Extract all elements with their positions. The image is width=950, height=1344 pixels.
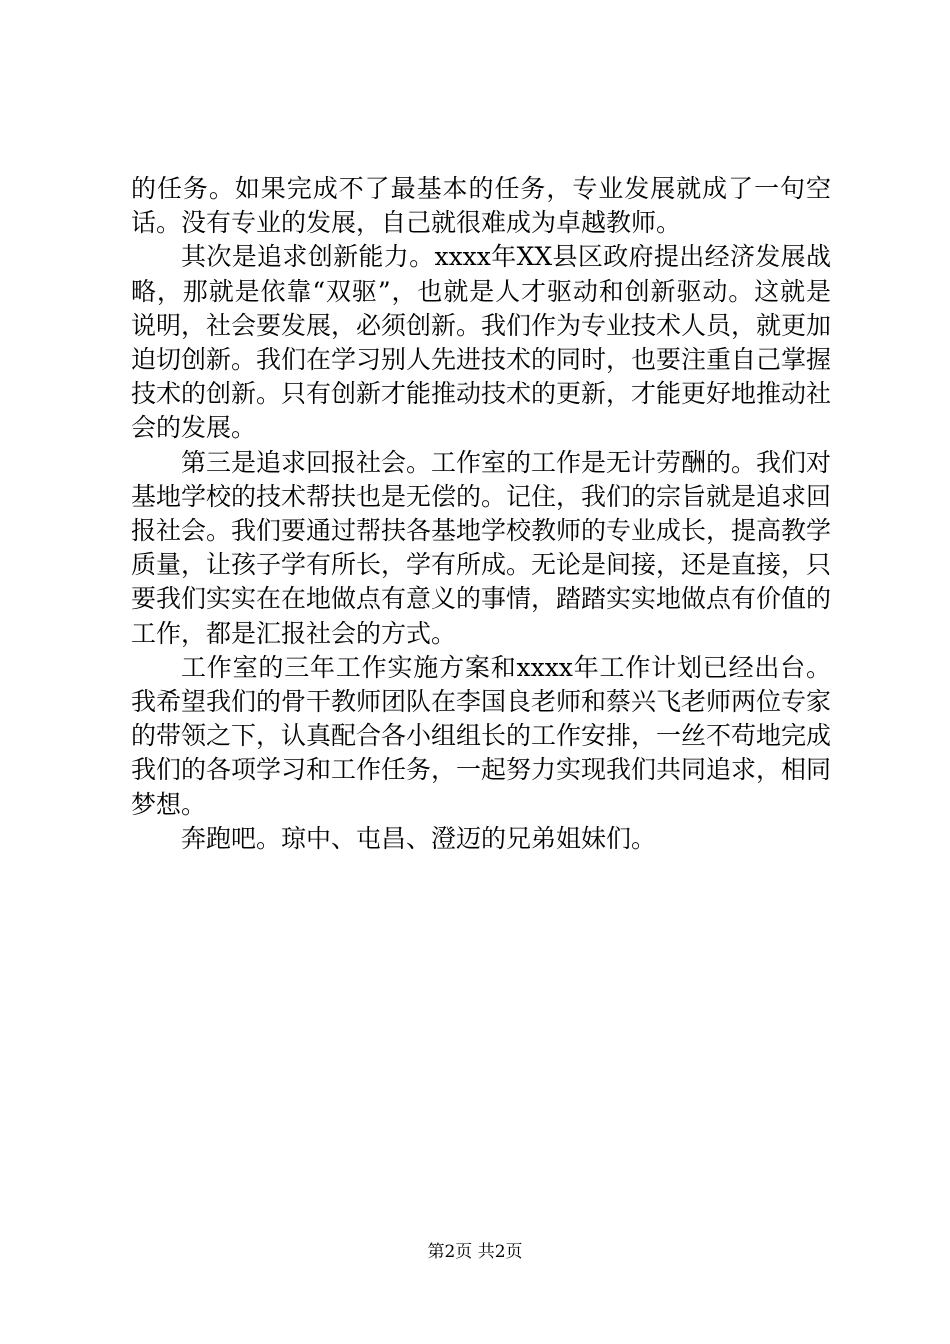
paragraph-innovation: 其次是追求创新能力。xxxx年XX县区政府提出经济发展战略，那就是依靠“双驱”，也就是人才驱动和创新驱动。这就是说明，社会要发展，必须创新。我们作为专业技术人员，就更加迫切创新。我们在学习别人先进技术的同时，也要注重自己掌握技术的创新。只有创新才能推动技术的更新，才能更好地推动社会的发展。 — [131, 242, 832, 443]
page-footer: 第2页 共2页 — [427, 1242, 523, 1262]
paragraph-social-return: 第三是追求回报社会。工作室的工作是无计劳酬的。我们对基地学校的技术帮扶也是无偿的。记住，我们的宗旨就是追求回报社会。我们要通过帮扶各基地学校教师的专业成长，提高教学质量，让孩子学有所长，学有所成。无论是间接，还是直接，只要我们实实在在地做点有意义的事情，踏踏实实地做点有价值的工作，都是汇报社会的方式。 — [131, 447, 832, 648]
paragraph-continuation: 的任务。如果完成不了最基本的任务，专业发展就成了一句空话。没有专业的发展，自己就很难成为卓越教师。 — [131, 174, 831, 238]
document-body — [131, 172, 831, 856]
paragraph-work-plan: 工作室的三年工作实施方案和xxxx年工作计划已经出台。我希望我们的骨干教师团队在李国良老师和蔡兴飞老师两位专家的带领之下，认真配合各小组组长的工作安排，一丝不苟地完成我们的各项学习和工作任务，一起努力实现我们共同追求，相同梦想。 — [131, 652, 832, 819]
paragraph-closing: 奔跑吧。琼中、屯昌、澄迈的兄弟姐妹们。 — [181, 823, 657, 853]
